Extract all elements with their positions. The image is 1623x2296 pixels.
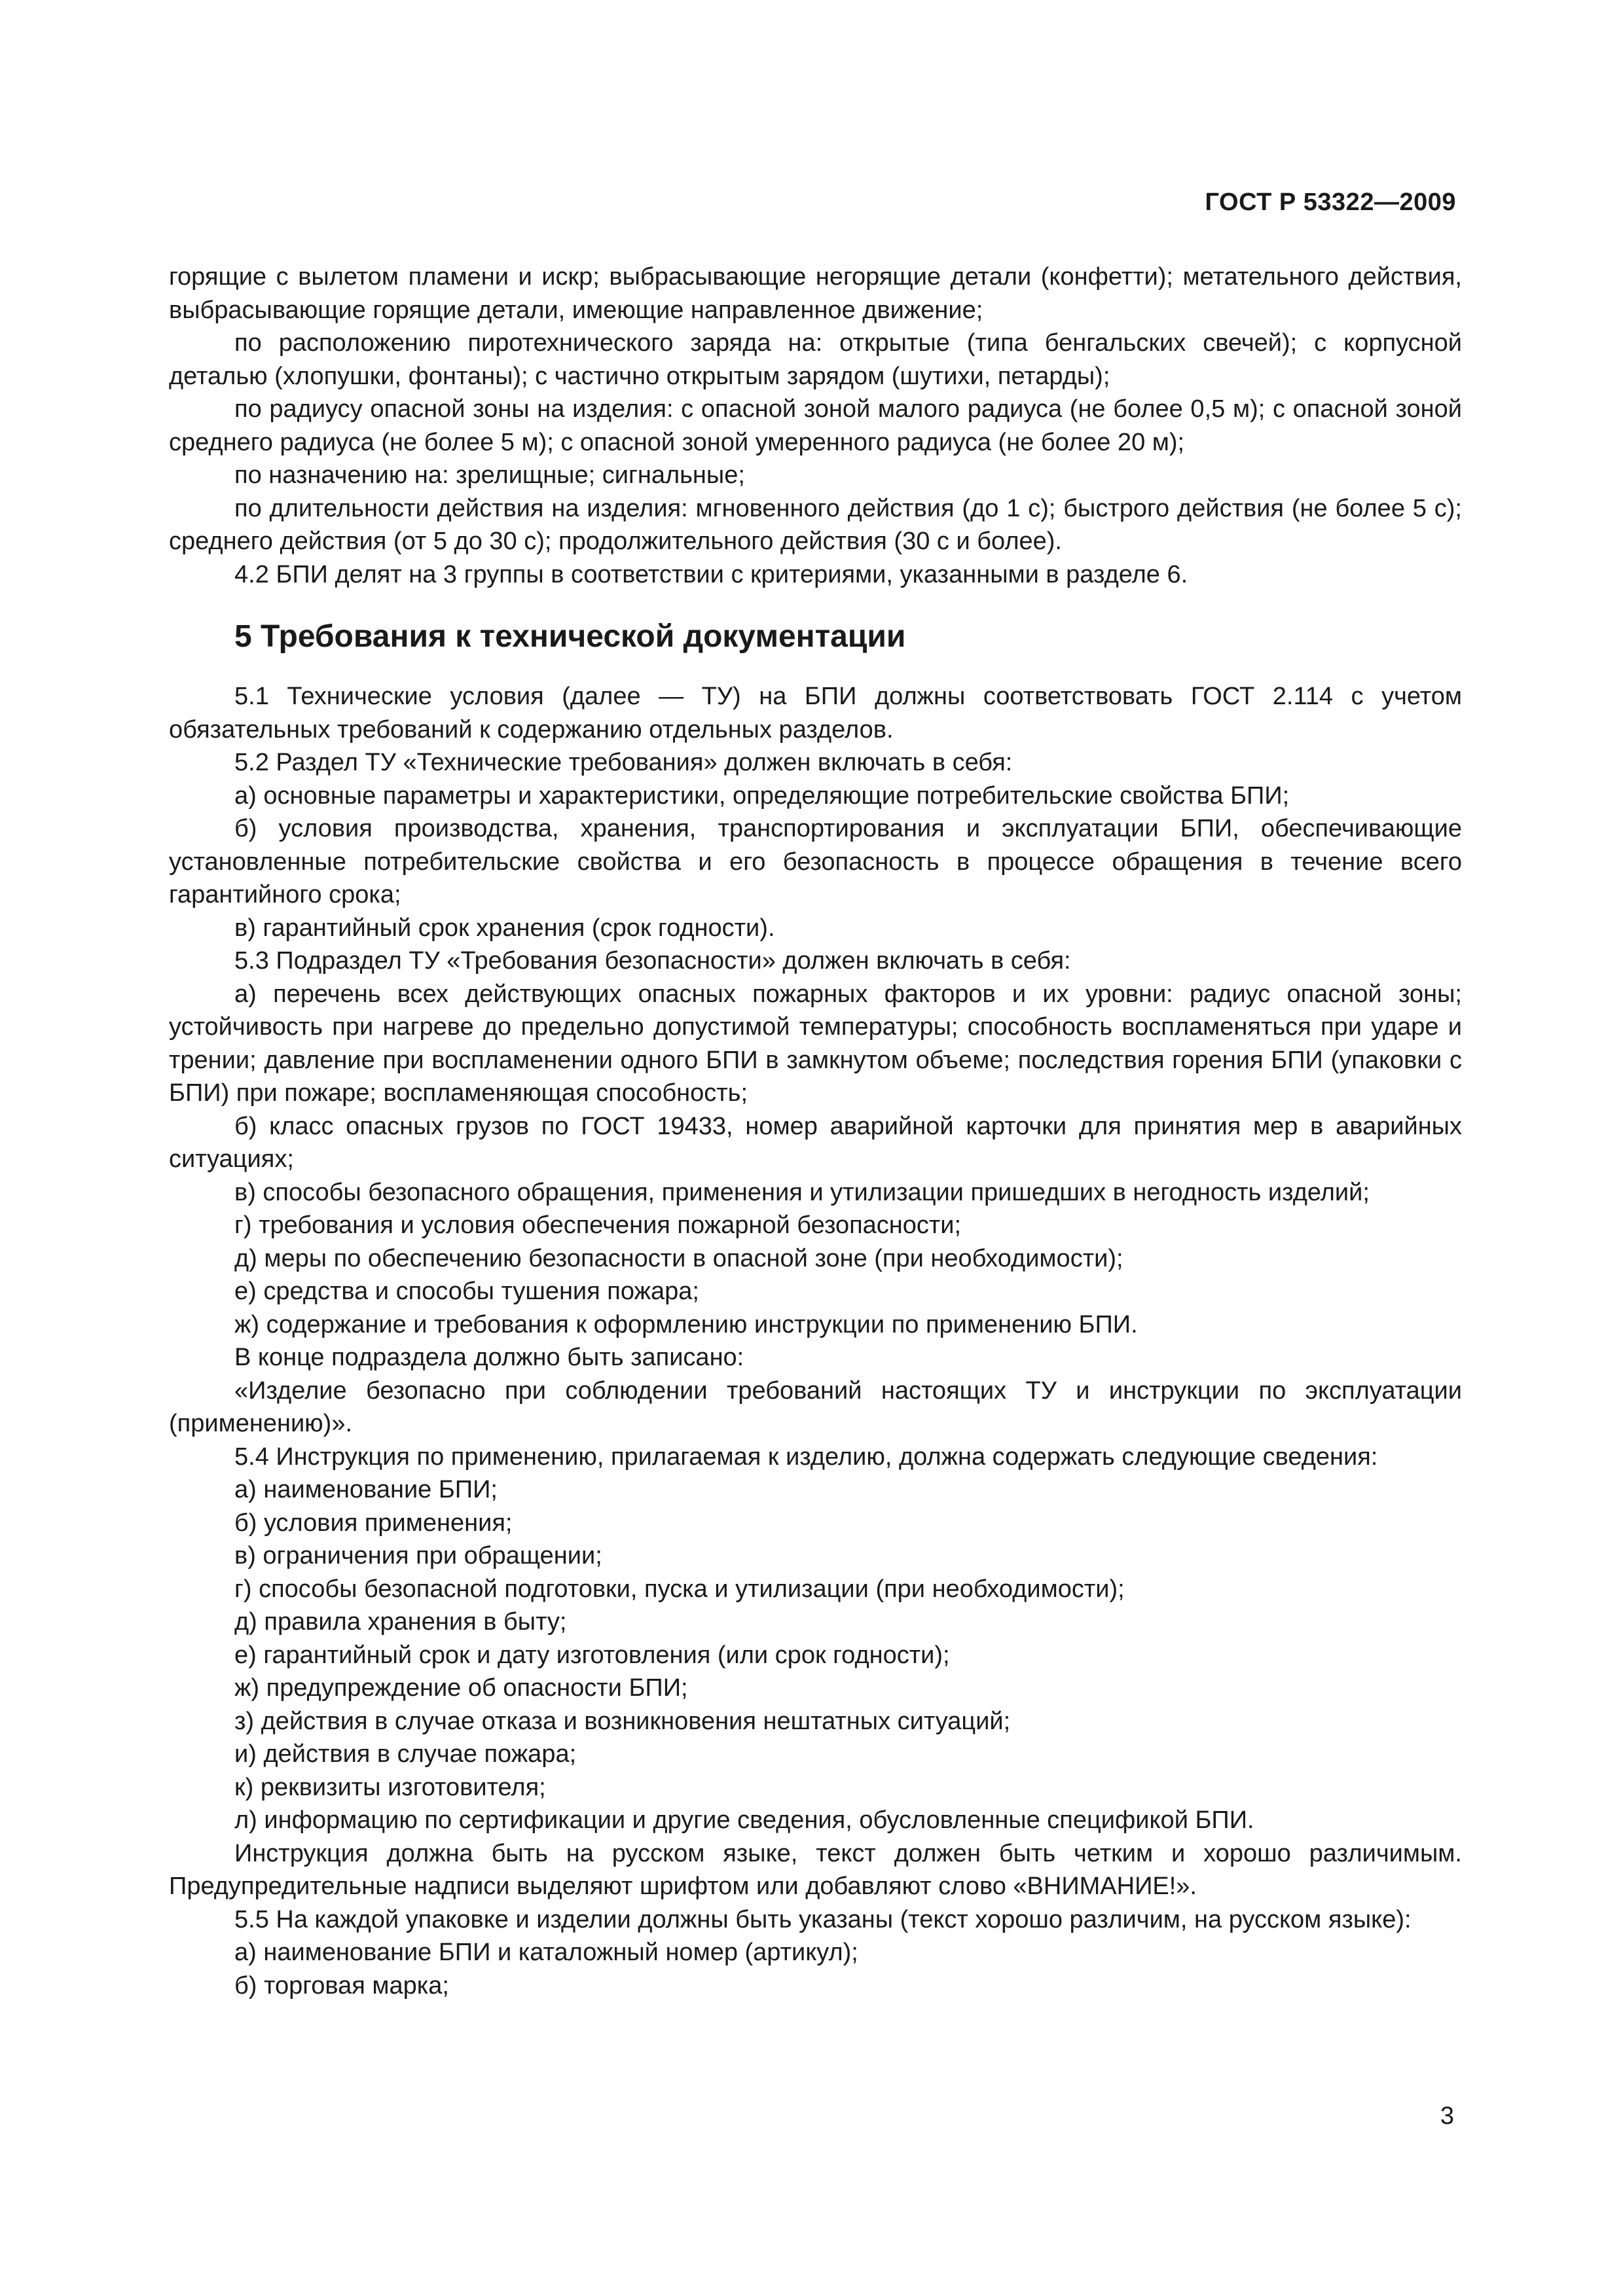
page-number: 3 xyxy=(1440,2102,1454,2130)
paragraph: 5.2 Раздел ТУ «Технические требования» должен включать в себя: xyxy=(234,749,1013,776)
paragraph: 4.2 БПИ делят на 3 группы в соответствии с критериями, указанными в разделе 6. xyxy=(234,560,1188,588)
paragraph: г) требования и условия обеспечения пожарной безопасности; xyxy=(234,1211,962,1239)
paragraph: г) способы безопасной подготовки, пуска и утилизации (при необходимости); xyxy=(234,1575,1125,1603)
paragraph: а) перечень всех действующих опасных пожарных факторов и их уровни: радиус опасной зоны; устойчивость при нагреве до предельно допустимой температуры; способность воспламеняться при ударе и трении; давление при воспламенении одного БПИ в замкнутом объеме; последствия горения БПИ (упаковки с БПИ) при пожаре; воспламеняющая способность; xyxy=(169,980,1462,1107)
paragraph: ж) предупреждение об опасности БПИ; xyxy=(234,1674,688,1702)
paragraph: в) способы безопасного обращения, применения и утилизации пришедших в негодность изделий; xyxy=(234,1178,1370,1206)
paragraph: б) торговая марка; xyxy=(234,1971,449,2000)
paragraph: в) ограничения при обращении; xyxy=(234,1542,602,1570)
paragraph: б) условия производства, хранения, транспортирования и эксплуатации БПИ, обеспечивающие установленные потребительские свойства и его безопасность в процессе обращения в течение всего гарантийного срока; xyxy=(169,815,1462,908)
paragraph: В конце подраздела должно быть записано: xyxy=(234,1344,744,1371)
paragraph: б) условия применения; xyxy=(234,1509,513,1537)
paragraph: з) действия в случае отказа и возникновения нештатных ситуаций; xyxy=(234,1707,1011,1735)
paragraph: горящие с вылетом пламени и искр; выбрасывающие негорящие детали (конфетти); метательного действия, выбрасывающие горящие детали, имеющие направленное движение; xyxy=(169,263,1462,324)
paragraph: д) правила хранения в быту; xyxy=(234,1608,567,1636)
paragraph: «Изделие безопасно при соблюдении требований настоящих ТУ и инструкции по эксплуатации (применению)». xyxy=(169,1376,1462,1437)
paragraph: по назначению на: зрелищные; сигнальные; xyxy=(234,461,745,489)
document-header: ГОСТ Р 53322—2009 xyxy=(1205,188,1456,216)
paragraph: д) меры по обеспечению безопасности в опасной зоне (при необходимости); xyxy=(234,1244,1123,1272)
paragraph: ж) содержание и требования к оформлению инструкции по применению БПИ. xyxy=(234,1310,1138,1338)
paragraphs-before-section xyxy=(169,260,1462,591)
paragraph: и) действия в случае пожара; xyxy=(234,1740,577,1768)
paragraph: по радиусу опасной зоны на изделия: с опасной зоной малого радиуса (не более 0,5 м); с опасной зоной среднего радиуса (не более 5 м); с опасной зоной умеренного радиуса (не более 20 м); xyxy=(169,395,1462,456)
paragraphs-after-section xyxy=(169,680,1462,2002)
paragraph: 5.1 Технические условия (далее — ТУ) на БПИ должны соответствовать ГОСТ 2.114 с учетом обязательных требований к содержанию отдельных разделов. xyxy=(169,683,1462,744)
paragraph: б) класс опасных грузов по ГОСТ 19433, номер аварийной карточки для принятия мер в аварийных ситуациях; xyxy=(169,1112,1462,1173)
paragraph: а) наименование БПИ; xyxy=(234,1476,498,1503)
paragraph: к) реквизиты изготовителя; xyxy=(234,1773,546,1801)
paragraph: по расположению пиротехнического заряда на: открытые (типа бенгальских свечей); с корпусной деталью (хлопушки, фонтаны); с частично открытым зарядом (шутихи, петарды); xyxy=(169,329,1462,390)
paragraph: а) наименование БПИ и каталожный номер (артикул); xyxy=(234,1939,858,1966)
paragraph: 5.5 На каждой упаковке и изделии должны быть указаны (текст хорошо различим, на русском языке): xyxy=(234,1905,1412,1933)
paragraph: е) гарантийный срок и дату изготовления (или срок годности); xyxy=(234,1641,950,1669)
section-title: 5 Требования к технической документации xyxy=(234,619,906,654)
paragraph: по длительности действия на изделия: мгновенного действия (до 1 с); быстрого действия (не более 5 с); среднего действия (от 5 до 30 с); продолжительного действия (30 с и более). xyxy=(169,494,1462,555)
paragraph: 5.3 Подраздел ТУ «Требования безопасности» должен включать в себя: xyxy=(234,947,1071,975)
paragraph: Инструкция должна быть на русском языке, текст должен быть четким и хорошо различимым. Предупредительные надписи выделяют шрифтом или добавляют слово «ВНИМАНИЕ!». xyxy=(169,1839,1462,1900)
paragraph: а) основные параметры и характеристики, определяющие потребительские свойства БПИ; xyxy=(234,781,1290,810)
paragraph: 5.4 Инструкция по применению, прилагаемая к изделию, должна содержать следующие сведения: xyxy=(234,1443,1378,1471)
paragraph: в) гарантийный срок хранения (срок годности). xyxy=(234,914,775,942)
paragraph: л) информацию по сертификации и другие сведения, обусловленные спецификой БПИ. xyxy=(234,1806,1254,1834)
paragraph: е) средства и способы тушения пожара; xyxy=(234,1278,699,1305)
page-content xyxy=(169,260,1462,2002)
